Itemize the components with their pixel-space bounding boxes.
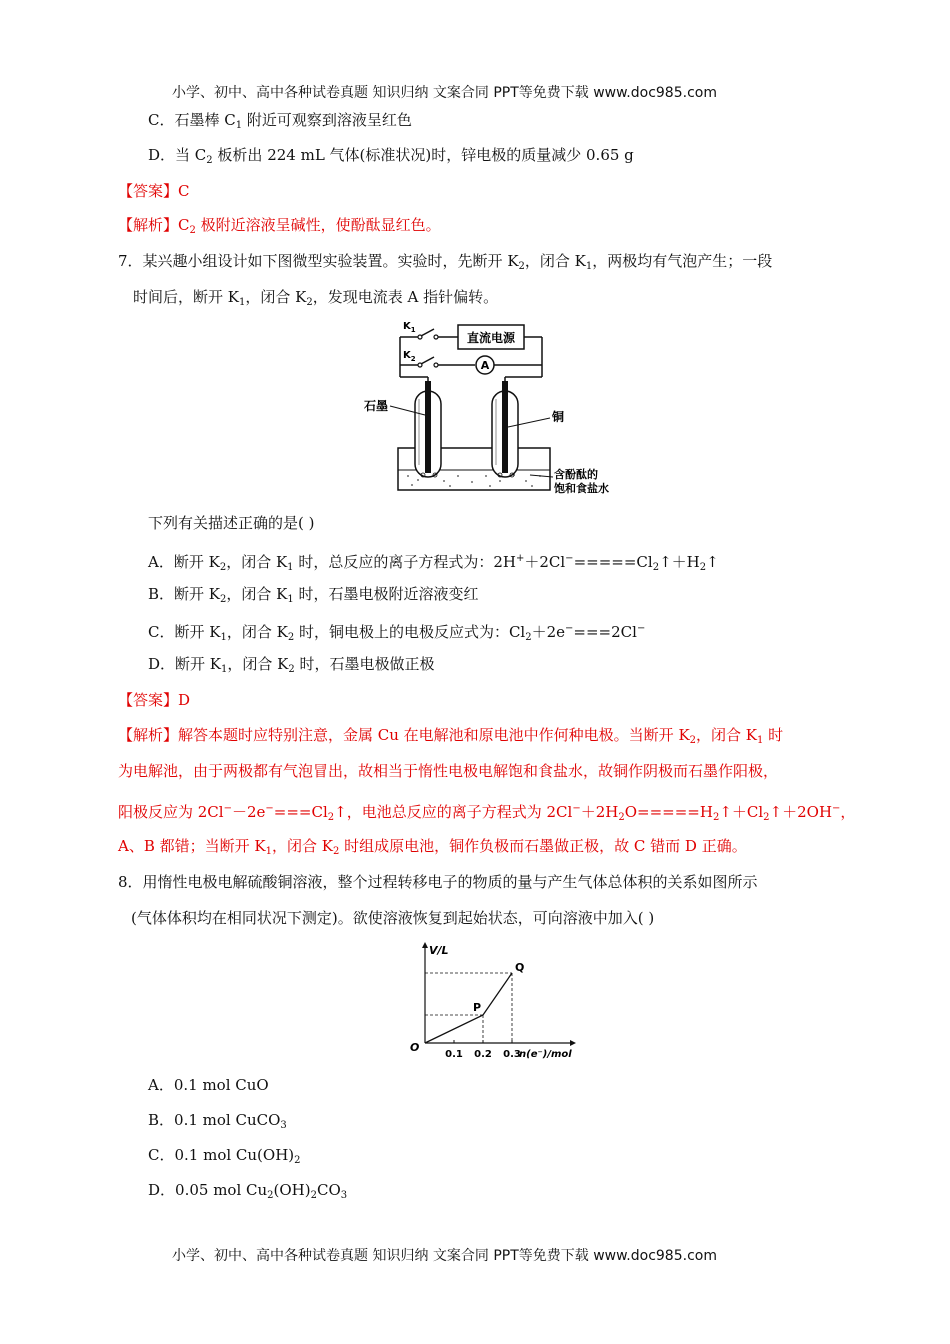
q8-option-c: C．0.1 mol $Cu(OH)_2$ [148, 1146, 301, 1166]
q7-analysis-line2: 为电解池，由于两极都有气泡冒出，故相当于惰性电极电解饱和食盐水，故铜作阴极而石墨作阳极， [118, 762, 779, 780]
graphite-electrode [425, 381, 431, 473]
x-tick-label-0: 0.1 [445, 1049, 463, 1060]
graphite-label: 石墨 [364, 399, 389, 413]
q8-stem-line1: 8．用惰性电极电解硫酸铜溶液，整个过程转移电子的物质的量与产生气体总体积的关系如图所示 [118, 873, 758, 891]
svg-text:K1: $K_1$ [403, 321, 416, 334]
q8-stem-line2: (气体体积均在相同状况下测定)。欲使溶液恢复到起始状态，可向溶液中加入( ) [131, 909, 655, 927]
page-header: 小学、初中、高中各种试卷真题 知识归纳 文案合同 PPT等免费下载 www.doc985.com [172, 85, 717, 101]
series-line [425, 973, 512, 1043]
point-p-label: P [473, 1001, 482, 1014]
svg-text:A: A [480, 359, 490, 372]
q7-option-d: D．断开 $K_1$，闭合 $K_2$ 时，石墨电极做正极 [148, 655, 435, 675]
origin-label: O [410, 1041, 420, 1054]
q7-option-c: C．断开 $K_1$，闭合 $K_2$ 时，铜电极上的电极反应式为：$Cl_2+2e^-===2Cl^-$ [148, 623, 646, 643]
volume-vs-electron-chart [405, 938, 580, 1063]
point-q-label: Q [515, 961, 525, 974]
q7-analysis-line4: A、B 都错；当断开 $K_1$，闭合 $K_2$ 时组成原电池，铜作负极而石墨做正极，故 C 错而 D 正确。 [118, 837, 747, 857]
y-axis-label: V/L [429, 944, 449, 957]
q8-option-a: A．0.1 mol CuO [148, 1076, 269, 1094]
solution-label-1: 含酚酞的 [554, 468, 598, 481]
solution-label-2: 饱和食盐水 [554, 482, 609, 495]
x-tick-label-2: 0.3 [503, 1049, 521, 1060]
power-label: 直流电源 [466, 331, 516, 345]
q7-stem-line1: 7．某兴趣小组设计如下图微型实验装置。实验时，先断开 $K_2$，闭合 $K_1$，两极均有气泡产生；一段 [118, 252, 773, 272]
q8-option-d: D．0.05 mol $Cu_2(OH)_2CO_3$ [148, 1181, 348, 1201]
q6-answer: 【答案】C [118, 182, 190, 200]
switch-k1 [421, 329, 434, 336]
q7-option-b: B．断开 $K_2$，闭合 $K_1$ 时，石墨电极附近溶液变红 [148, 585, 479, 605]
switch-k2 [421, 357, 434, 364]
q8-option-b: B．0.1 mol CuCO$_3$ [148, 1111, 287, 1131]
q6-option-d: D．当 $C_2$ 板析出 224 mL 气体(标准状况)时，锌电极的质量减少 0.65 g [148, 146, 634, 166]
q6-option-c: C．石墨棒 $C_1$ 附近可观察到溶液呈红色 [148, 111, 412, 131]
q6-analysis: 【解析】$C_2$ 极附近溶液呈碱性，使酚酞显红色。 [118, 216, 441, 236]
copper-label: 铜 [552, 410, 565, 424]
x-tick-label-1: 0.2 [474, 1049, 492, 1060]
q7-option-a: A．断开 $K_2$，闭合 $K_1$ 时，总反应的离子方程式为：$2H^++2Cl^-=====Cl_2↑+H_2↑$ [148, 553, 719, 573]
q7-analysis-line3: 阳极反应为 $2Cl^--2e^-===Cl_2↑$，电池总反应的离子方程式为 $2Cl^-+2H_2O=====H_2↑+Cl_2↑+2OH^-$， [118, 803, 856, 823]
copper-electrode [502, 381, 508, 473]
q7-prompt: 下列有关描述正确的是( ) [148, 514, 315, 532]
q7-analysis-line1: 【解析】解答本题时应特别注意，金属 Cu 在电解池和原电池中作何种电极。当断开 $K_2$，闭合 $K_1$ 时 [118, 726, 784, 746]
q7-stem-line2: 时间后，断开 $K_1$，闭合 $K_2$，发现电流表 A 指针偏转。 [133, 288, 499, 308]
q7-answer: 【答案】D [118, 691, 191, 709]
x-axis-label: n(e⁻)/mol [519, 1049, 572, 1060]
electrolysis-apparatus-figure [360, 315, 650, 500]
page-footer: 小学、初中、高中各种试卷真题 知识归纳 文案合同 PPT等免费下载 www.doc985.com [172, 1248, 717, 1264]
svg-text:K2: $K_2$ [403, 350, 416, 363]
